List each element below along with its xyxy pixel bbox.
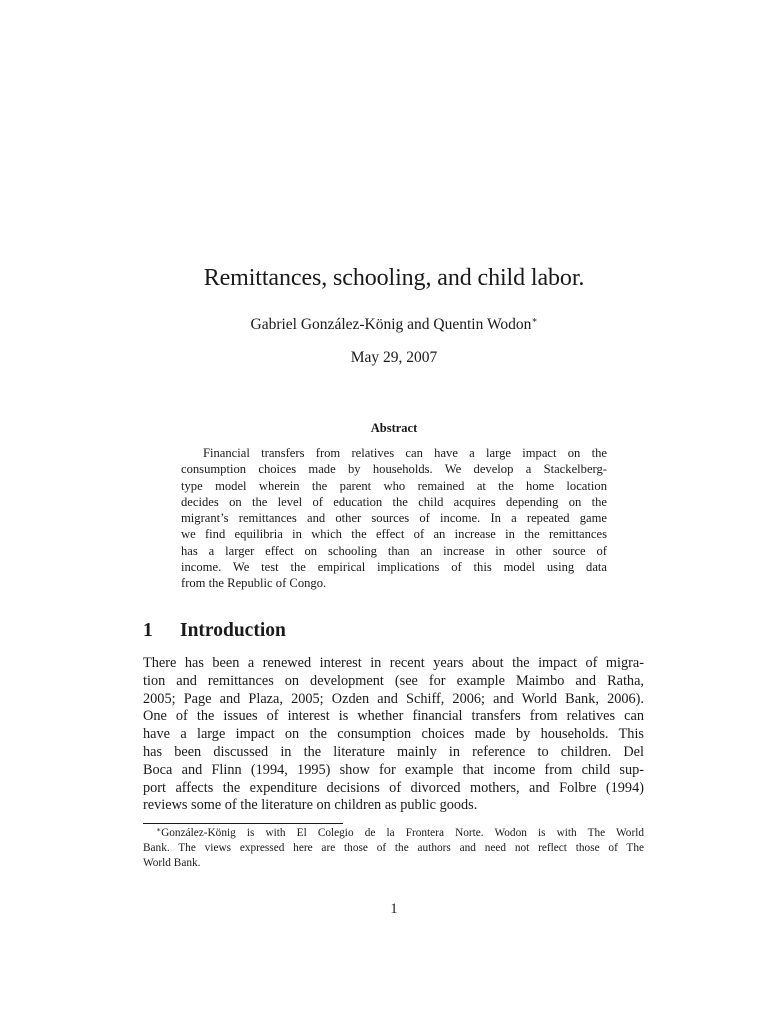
body-line: have a large impact on the consumption choices made by households. This (143, 726, 644, 743)
body-line: Boca and Flinn (1994, 1995) show for example that income from child sup- (143, 761, 644, 778)
footnote-divider (143, 823, 343, 824)
footnote-line: Bank. The views expressed here are those of the authors and need not reflect those of The (143, 841, 644, 854)
footnote-line: World Bank. (143, 856, 201, 869)
abstract-line: Financial transfers from relatives can have a large impact on the (203, 446, 607, 460)
body-line: has been discussed in the literature mainly in reference to children. Del (143, 743, 644, 760)
footnote-mark: ∗ (156, 825, 162, 834)
section-number: 1 (143, 620, 153, 641)
paper-date: May 29, 2007 (350, 349, 438, 366)
paper-authors (0, 315, 768, 335)
abstract-line: decides on the level of education the child acquires depending on the (181, 494, 607, 509)
section-title: Introduction (180, 620, 286, 641)
abstract-line: consumption choices made by households. We develop a Stackelberg- (181, 462, 607, 477)
body-line: port affects the expenditure decisions of divorced mothers, and Folbre (1994) (143, 779, 644, 796)
body-line: There has been a renewed interest in recent years about the impact of migra- (143, 655, 644, 671)
page-number: 1 (390, 901, 398, 917)
footnote-text: González-König is with El Colegio de la Frontera Norte. Wodon is with The World (161, 827, 644, 839)
abstract-line: from the Republic of Congo. (181, 576, 327, 591)
author-footnote (143, 826, 644, 870)
abstract-line: we find equilibria in which the effect of an increase in the remittances (181, 527, 607, 542)
body-line: One of the issues of interest is whether financial transfers from relatives can (143, 708, 644, 725)
author-footnote-mark: ∗ (531, 315, 538, 325)
section-heading (143, 618, 286, 644)
introduction-body (143, 655, 644, 815)
abstract-body (181, 445, 607, 592)
abstract-line: has a larger effect on schooling than an increase in other source of (181, 543, 607, 558)
body-line: reviews some of the literature on children as public goods. (143, 797, 478, 814)
abstract-heading: Abstract (370, 421, 418, 435)
abstract-line: migrant’s remittances and other sources of income. In a repeated game (181, 511, 607, 526)
paper-title: Remittances, schooling, and child labor. (203, 265, 585, 291)
footnote-line (143, 826, 644, 841)
abstract-line: income. We test the empirical implications of this model using data (181, 560, 607, 575)
abstract-line: type model wherein the parent who remained at the home location (181, 478, 607, 493)
body-line: tion and remittances on development (see for example Maimbo and Ratha, (143, 672, 644, 689)
body-line: 2005; Page and Plaza, 2005; Ozden and Schiff, 2006; and World Bank, 2006). (143, 690, 644, 707)
author-names: Gabriel González-König and Quentin Wodon (250, 316, 532, 333)
